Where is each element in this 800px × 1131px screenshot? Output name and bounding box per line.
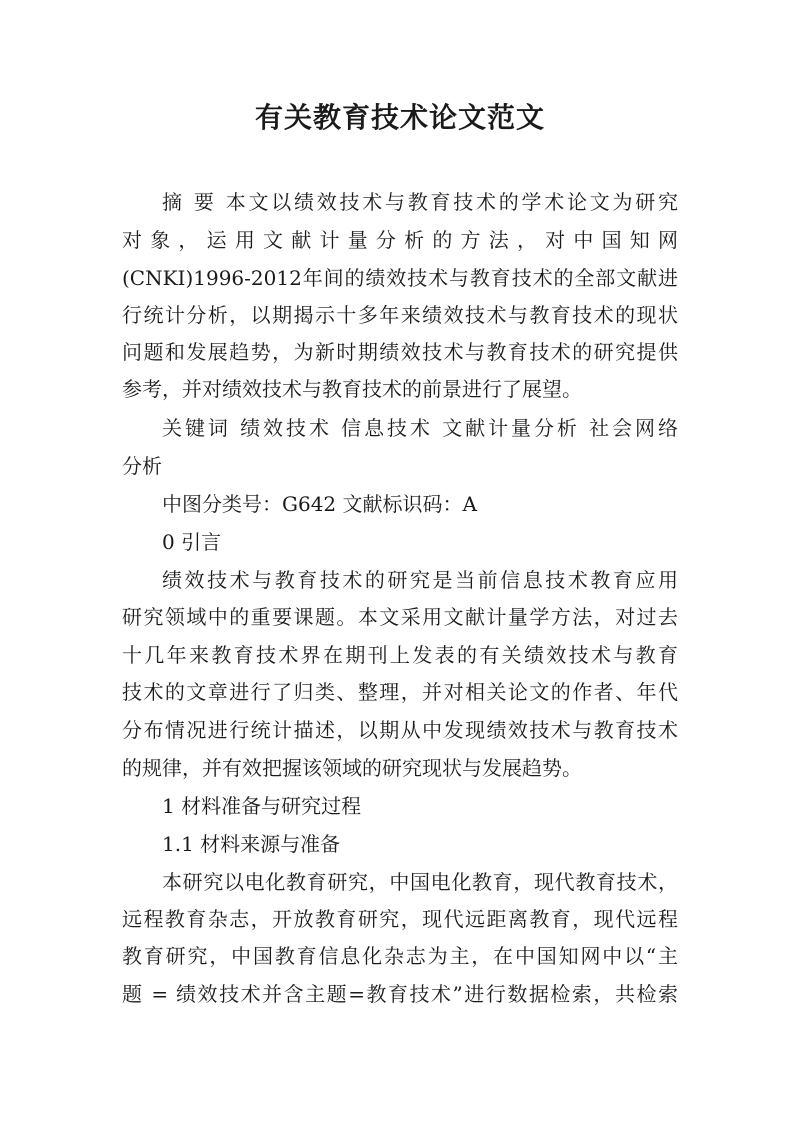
paragraph-line: 研究领域中的重要课题。本文采用文献计量学方法，对过去	[122, 605, 678, 629]
paragraph-line: 教育研究，中国教育信息化杂志为主，在中国知网中以“主	[122, 944, 678, 968]
abstract-line: 摘 要 本文以绩效技术与教育技术的学术论文为研究	[162, 190, 678, 214]
paragraph-line: 的规律，并有效把握该领域的研究现状与发展趋势。	[122, 756, 582, 780]
abstract-line: 问题和发展趋势，为新时期绩效技术与教育技术的研究提供	[122, 340, 678, 364]
subsection-heading: 1.1 材料来源与准备	[162, 832, 341, 856]
keywords-line: 关键词 绩效技术 信息技术 文献计量分析 社会网络	[162, 416, 678, 440]
abstract-line: (CNKI)1996-2012年间的绩效技术与教育技术的全部文献进	[122, 266, 678, 290]
paragraph-line: 远程教育杂志，开放教育研究，现代远距离教育，现代远程	[122, 907, 678, 931]
section-heading: 0 引言	[162, 530, 222, 554]
paragraph-line: 本研究以电化教育研究，中国电化教育，现代教育技术，	[162, 870, 678, 894]
paragraph-line: 题 = 绩效技术并含主题=教育技术”进行数据检索，共检索	[122, 982, 678, 1006]
paragraph-line: 分布情况进行统计描述，以期从中发现绩效技术与教育技术	[122, 718, 678, 742]
keywords-line: 分析	[122, 454, 162, 478]
document-title: 有关教育技术论文范文	[254, 101, 545, 134]
abstract-line: 参考，并对绩效技术与教育技术的前景进行了展望。	[122, 377, 582, 401]
paragraph-line: 绩效技术与教育技术的研究是当前信息技术教育应用	[162, 568, 678, 592]
abstract-line: 对象，运用文献计量分析的方法，对中国知网	[122, 228, 678, 252]
abstract-line: 行统计分析，以期揭示十多年来绩效技术与教育技术的现状	[122, 303, 678, 327]
classification-line: 中图分类号：G642 文献标识码：A	[162, 492, 477, 516]
paragraph-line: 十几年来教育技术界在期刊上发表的有关绩效技术与教育	[122, 643, 678, 667]
section-heading: 1 材料准备与研究过程	[162, 794, 362, 818]
paragraph-line: 技术的文章进行了归类、整理，并对相关论文的作者、年代	[122, 680, 678, 704]
